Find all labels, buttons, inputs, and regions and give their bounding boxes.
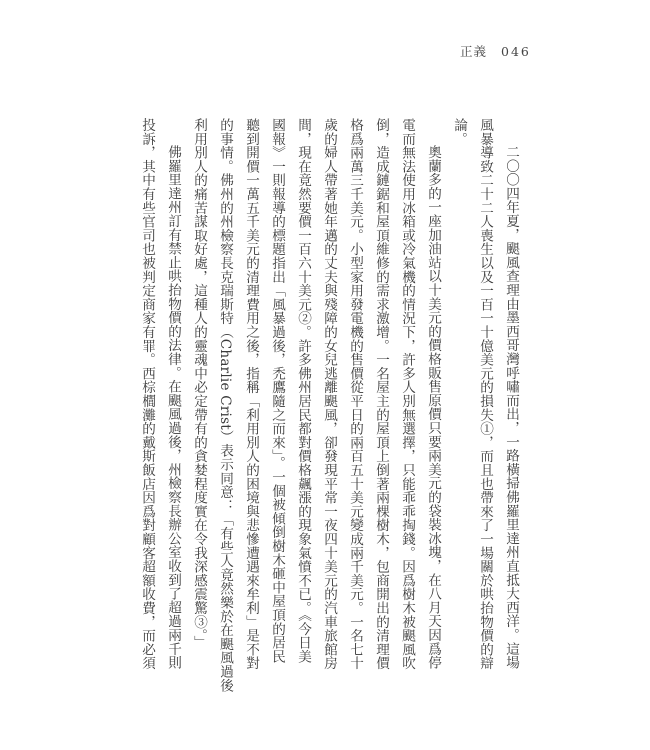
text-column: 歲的婦人帶著她年邁的丈夫與殘障的女兒逃離颶風，卻發現平常一夜四十美元的汽車旅館房: [321, 118, 337, 670]
running-header: [460, 42, 531, 60]
text-column: 利用別人的痛苦謀取好處，這種人的靈魂中必定帶有的貪婪程度實在令我深感震驚③。」: [191, 118, 207, 650]
text-column: 奧蘭多的一座加油站以十美元的價格販售原價只要兩美元的袋裝冰塊，在八月天因爲停: [425, 145, 441, 670]
text-column: 國報》一則報導的標題指出「風暴過後，禿鷹隨之而來」。一個被傾倒樹木砸中屋頂的居民: [269, 118, 285, 664]
text-column: 的事情。佛州的州檢察長克瑞斯特（Charlie Crist）表示同意：「有些人竟然樂於在颶風過後: [217, 118, 233, 693]
text-column: 佛羅里達州訂有禁止哄抬物價的法律。在颶風過後，州檢察長辦公室收到了超過兩千則: [165, 145, 181, 670]
text-column: 風暴導致二十二人喪生以及一百一十億美元的損失①，而且也帶來了一場關於哄抬物價的辯: [477, 118, 493, 670]
chapter-title: 正義: [460, 44, 488, 59]
text-column: 倒，造成鏈鋸和屋頂維修的需求激增。一名屋主的屋頂上倒著兩棵樹木，包商開出的清理價: [373, 118, 389, 670]
text-column: 論。: [451, 118, 467, 146]
text-column: 間，現在竟然要價一百六十美元②。許多佛州居民都對價格飆漲的現象氣憤不已。《今日美: [295, 118, 311, 664]
text-column: 格爲兩萬三千美元。小型家用發電機的售價從平日的兩百五十美元變成兩千美元。一名七十: [347, 118, 363, 670]
text-column: 二〇〇四年夏，颶風查理由墨西哥灣呼嘯而出，一路橫掃佛羅里達州直抵大西洋。這場: [503, 145, 519, 670]
body-text: [136, 118, 524, 693]
page-number: 046: [501, 44, 531, 59]
text-column: 電而無法使用冰箱或冷氣機的情況下，許多人別無選擇，只能乖乖掏錢。因爲樹木被颶風吹: [399, 118, 415, 670]
text-column: 投訴，其中有些官司也被判定商家有罪。西棕櫚灘的戴斯飯店因爲對顧客超額收費，而必須: [139, 118, 155, 670]
text-column: 聽到開價一萬五千美元的清理費用之後，指稱「利用別人的困境與悲慘遭遇來牟利」是不對: [243, 118, 259, 670]
